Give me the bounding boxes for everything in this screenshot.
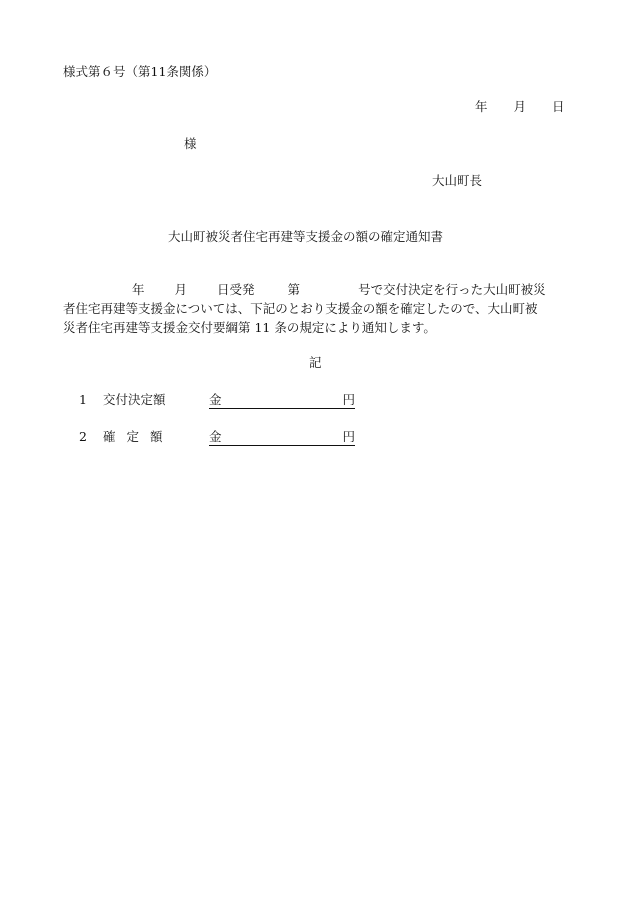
amount-prefix: 金 bbox=[209, 392, 222, 407]
amount-unit: 円 bbox=[342, 392, 355, 407]
body-month: 月 bbox=[174, 282, 188, 297]
body-year: 年 bbox=[132, 282, 145, 297]
document-title: 大山町被災者住宅再建等支援金の額の確定通知書 bbox=[168, 229, 444, 244]
item-number: 2 bbox=[79, 429, 87, 444]
ki-heading: 記 bbox=[309, 355, 322, 370]
date-day: 日 bbox=[552, 99, 565, 114]
amount-field[interactable] bbox=[209, 394, 355, 409]
date-month: 月 bbox=[513, 99, 527, 114]
date-year: 年 bbox=[475, 99, 488, 114]
body-dai: 第 bbox=[287, 282, 301, 297]
issuer-name: 大山町長 bbox=[432, 173, 483, 188]
amount-field[interactable] bbox=[209, 431, 355, 446]
body-day-ref: 日受発 bbox=[217, 282, 255, 297]
item-number: 1 bbox=[79, 392, 87, 407]
item-confirmed-amount bbox=[79, 431, 355, 446]
amount-unit: 円 bbox=[342, 429, 355, 444]
item-label: 確定額 bbox=[103, 429, 174, 444]
recipient-suffix: 様 bbox=[184, 136, 197, 151]
body-line-1 bbox=[63, 284, 546, 297]
date-line bbox=[475, 101, 565, 114]
form-number: 様式第６号（第11条関係） bbox=[63, 64, 217, 79]
item-label: 交付決定額 bbox=[103, 392, 166, 407]
body-line-2: 者住宅再建等支援金については、下記のとおり支援金の額を確定したので、大山町被 bbox=[63, 301, 538, 316]
body-line-3: 災者住宅再建等支援金交付要綱第 11 条の規定により通知します。 bbox=[63, 320, 436, 335]
item-decided-amount bbox=[79, 394, 355, 409]
body-line-1-rest: 号で交付決定を行った大山町被災 bbox=[358, 282, 546, 297]
amount-prefix: 金 bbox=[209, 429, 222, 444]
